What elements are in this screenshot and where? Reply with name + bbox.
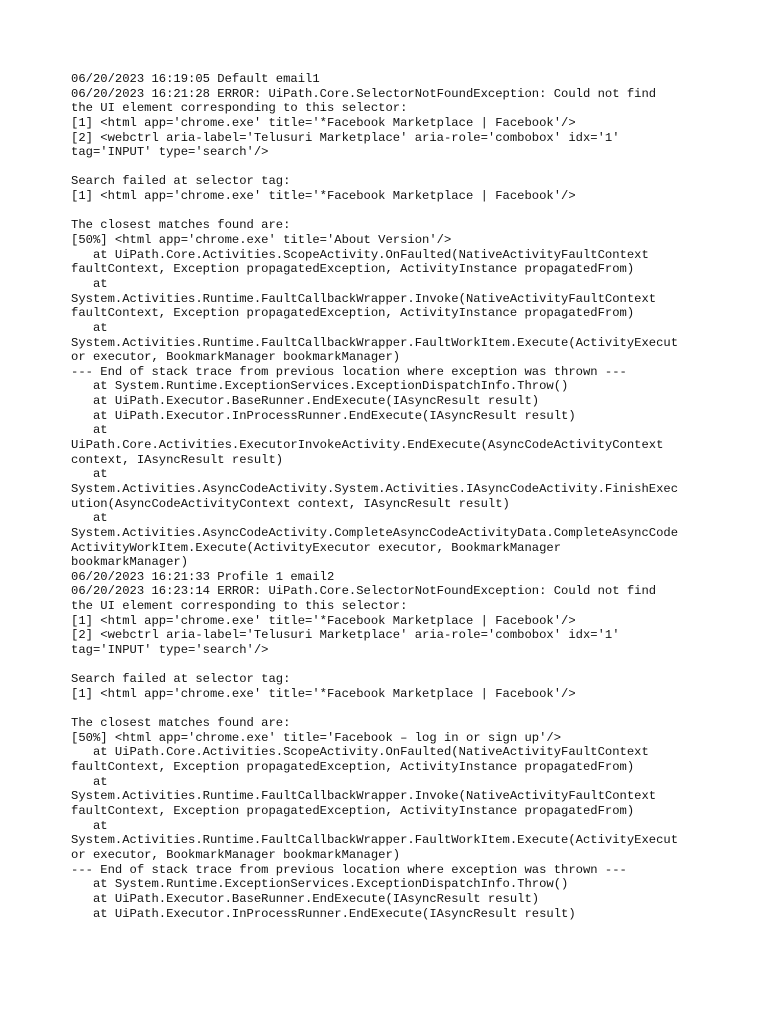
- log-line: The closest matches found are:: [71, 218, 291, 233]
- log-line: [1] <html app='chrome.exe' title='*Facebook Marketplace | Facebook'/>: [71, 115, 576, 130]
- log-line: tag='INPUT' type='search'/>: [71, 642, 269, 657]
- log-line: or executor, BookmarkManager bookmarkManager): [71, 847, 401, 862]
- log-line: at: [71, 818, 108, 833]
- blank-line: [71, 204, 711, 219]
- log-line: ution(AsyncCodeActivityContext context, IAsyncResult result): [71, 496, 510, 511]
- log-line: at: [71, 276, 108, 291]
- log-line: System.Activities.Runtime.FaultCallbackWrapper.Invoke(NativeActivityFaultContext: [71, 789, 657, 804]
- blank-line: [71, 658, 711, 673]
- log-line: 06/20/2023 16:19:05 Default email1: [71, 72, 320, 86]
- log-line: at System.Runtime.ExceptionServices.ExceptionDispatchInfo.Throw(): [71, 877, 569, 892]
- log-line: at: [71, 511, 108, 526]
- log-line: [50%] <html app='chrome.exe' title='Facebook – log in or sign up'/>: [71, 730, 562, 745]
- log-line: faultContext, Exception propagatedException, ActivityInstance propagatedFrom): [71, 306, 635, 321]
- log-line: UiPath.Core.Activities.ExecutorInvokeActivity.EndExecute(AsyncCodeActivityContext: [71, 438, 664, 453]
- log-line: at UiPath.Core.Activities.ScopeActivity.OnFaulted(NativeActivityFaultContext: [71, 247, 649, 262]
- log-line: System.Activities.Runtime.FaultCallbackWrapper.Invoke(NativeActivityFaultContext: [71, 291, 657, 306]
- log-line: ActivityWorkItem.Execute(ActivityExecutor executor, BookmarkManager: [71, 540, 562, 555]
- log-line: bookmarkManager): [71, 555, 189, 570]
- log-line: faultContext, Exception propagatedException, ActivityInstance propagatedFrom): [71, 262, 635, 277]
- log-line: 06/20/2023 16:23:14 ERROR: UiPath.Core.SelectorNotFoundException: Could not find: [71, 584, 657, 599]
- log-line: System.Activities.AsyncCodeActivity.CompleteAsyncCodeActivityData.CompleteAsyncCode: [71, 525, 679, 540]
- log-line: at UiPath.Executor.InProcessRunner.EndExecute(IAsyncResult result): [71, 906, 576, 921]
- log-line: System.Activities.Runtime.FaultCallbackWrapper.FaultWorkItem.Execute(ActivityExecut: [71, 833, 679, 848]
- log-line: at: [71, 467, 108, 482]
- log-line: [1] <html app='chrome.exe' title='*Facebook Marketplace | Facebook'/>: [71, 189, 576, 204]
- log-line: 06/20/2023 16:21:33 Profile 1 email2: [71, 569, 335, 584]
- log-line: Search failed at selector tag:: [71, 174, 291, 189]
- log-line: context, IAsyncResult result): [71, 452, 284, 467]
- log-line: The closest matches found are:: [71, 716, 291, 731]
- log-line: at UiPath.Executor.BaseRunner.EndExecute(IAsyncResult result): [71, 891, 540, 906]
- log-line: faultContext, Exception propagatedException, ActivityInstance propagatedFrom): [71, 760, 635, 775]
- log-line: or executor, BookmarkManager bookmarkManager): [71, 350, 401, 365]
- log-line: faultContext, Exception propagatedException, ActivityInstance propagatedFrom): [71, 804, 635, 819]
- log-line: Search failed at selector tag:: [71, 672, 291, 687]
- log-line: at UiPath.Executor.BaseRunner.EndExecute(IAsyncResult result): [71, 394, 540, 409]
- log-line: the UI element corresponding to this selector:: [71, 101, 408, 116]
- log-line: tag='INPUT' type='search'/>: [71, 145, 269, 160]
- log-line: [2] <webctrl aria-label='Telusuri Marketplace' aria-role='combobox' idx='1': [71, 130, 620, 145]
- log-line: System.Activities.AsyncCodeActivity.System.Activities.IAsyncCodeActivity.FinishExec: [71, 481, 679, 496]
- log-line: at UiPath.Core.Activities.ScopeActivity.OnFaulted(NativeActivityFaultContext: [71, 745, 649, 760]
- log-line: the UI element corresponding to this selector:: [71, 599, 408, 614]
- log-line: [2] <webctrl aria-label='Telusuri Marketplace' aria-role='combobox' idx='1': [71, 628, 620, 643]
- log-line: 06/20/2023 16:21:28 ERROR: UiPath.Core.SelectorNotFoundException: Could not find: [71, 86, 657, 101]
- log-line: at System.Runtime.ExceptionServices.ExceptionDispatchInfo.Throw(): [71, 379, 569, 394]
- log-line: [1] <html app='chrome.exe' title='*Facebook Marketplace | Facebook'/>: [71, 686, 576, 701]
- blank-line: [71, 702, 711, 717]
- log-line: at: [71, 320, 108, 335]
- log-line: at: [71, 774, 108, 789]
- log-line: System.Activities.Runtime.FaultCallbackWrapper.FaultWorkItem.Execute(ActivityExecut: [71, 335, 679, 350]
- log-line: --- End of stack trace from previous location where exception was thrown ---: [71, 862, 627, 877]
- log-line: [1] <html app='chrome.exe' title='*Facebook Marketplace | Facebook'/>: [71, 613, 576, 628]
- blank-line: [71, 160, 711, 175]
- log-line: --- End of stack trace from previous location where exception was thrown ---: [71, 364, 627, 379]
- log-line: [50%] <html app='chrome.exe' title='About Version'/>: [71, 233, 452, 248]
- log-document: [71, 72, 711, 921]
- log-line: at: [71, 423, 108, 438]
- log-line: at UiPath.Executor.InProcessRunner.EndExecute(IAsyncResult result): [71, 408, 576, 423]
